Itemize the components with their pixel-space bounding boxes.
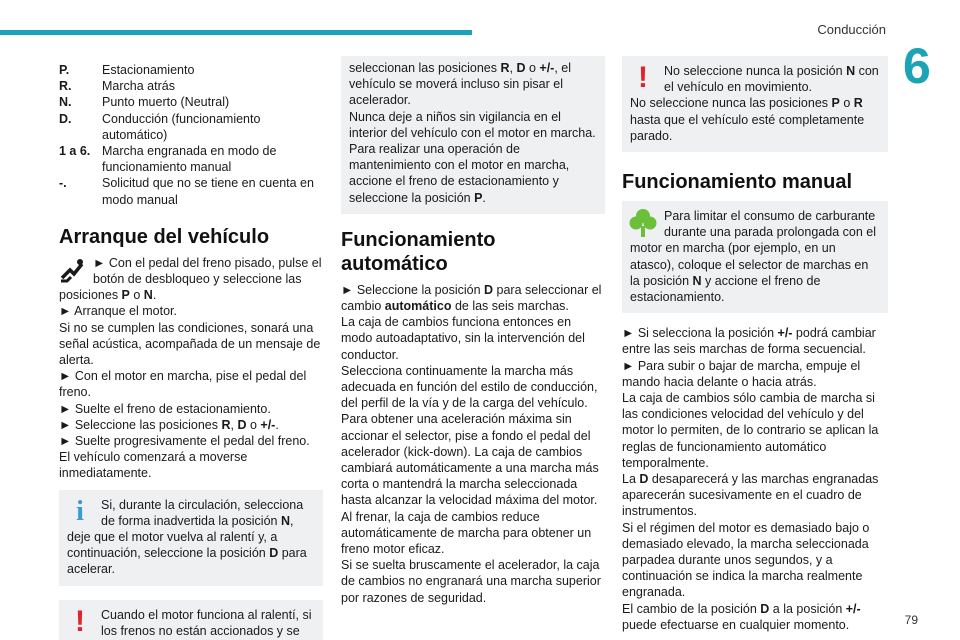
arranque-text bbox=[59, 255, 323, 482]
text: desaparecerá y las marchas engranadas aparecerán sucesivamente en el cuadro de instrumentos. bbox=[622, 472, 879, 519]
text: puede efectuarse en cualquier momento. bbox=[622, 617, 850, 632]
text: +/- bbox=[539, 61, 555, 75]
text: Si se suelta bruscamente el acelerador, la caja de cambios no engranará una marcha superior por razones de seguridad. bbox=[341, 558, 601, 605]
text: para seleccionar el cambio bbox=[341, 282, 602, 314]
gear-desc: Estacionamiento bbox=[102, 63, 195, 77]
header-accent-bar bbox=[0, 30, 472, 35]
text: Si el régimen del motor es demasiado bajo o demasiado elevado, la marcha seleccionada parpadea durante unos segundos, y a continuación se indica la marcha realmente engranada. bbox=[622, 520, 870, 600]
text: , bbox=[509, 61, 517, 75]
text: Si, durante la circulación, selecciona de forma inadvertida la posición bbox=[101, 497, 304, 528]
text: No seleccione nunca la posición bbox=[664, 64, 847, 78]
text: P bbox=[121, 288, 130, 303]
text: +/- bbox=[260, 417, 276, 432]
gear-row bbox=[59, 78, 323, 94]
text: No seleccione nunca las posiciones bbox=[630, 96, 832, 111]
text: podrá cambiar entre las seis marchas de forma secuencial. bbox=[622, 326, 876, 357]
heading-arranque: Arranque del vehículo bbox=[59, 225, 270, 248]
section-title: Conducción bbox=[817, 22, 886, 37]
gear-desc: Punto muerto (Neutral) bbox=[102, 95, 230, 110]
text: para acelerar. bbox=[67, 546, 307, 577]
gear-desc: Marcha engranada en modo de funcionamiento manual bbox=[102, 144, 277, 175]
text: a la posición bbox=[769, 601, 846, 616]
text: D bbox=[237, 417, 247, 432]
text: R bbox=[500, 61, 510, 75]
info-box bbox=[59, 490, 323, 586]
warning-icon: ! bbox=[638, 60, 648, 94]
text: con el vehículo en movimiento. bbox=[664, 64, 879, 95]
info-icon: i bbox=[76, 495, 84, 527]
gear-key: D. bbox=[59, 111, 72, 126]
text: . bbox=[482, 190, 486, 205]
text: ► Si selecciona la posición bbox=[622, 326, 778, 341]
text: ► Seleccione las posiciones bbox=[59, 417, 222, 432]
text: Para realizar una operación de mantenimiento con el motor en marcha, accione el freno de estacionamiento y seleccione la posición bbox=[349, 142, 570, 205]
text: ► Arranque el motor. bbox=[59, 304, 177, 319]
text: El cambio de la posición bbox=[622, 601, 761, 616]
gear-key: P. bbox=[59, 63, 70, 77]
heading-manual: Funcionamiento manual bbox=[622, 171, 853, 194]
text: N bbox=[846, 64, 856, 78]
column-1 bbox=[59, 62, 323, 640]
text: La caja de cambios funciona entonces en modo autoadaptativo, sin la intervención del conductor. bbox=[341, 315, 585, 362]
text: Nunca deje a niños sin vigilancia en el interior del vehículo con el motor en marcha. bbox=[349, 109, 596, 140]
gear-key: 1 a 6. bbox=[59, 144, 91, 159]
text: N bbox=[692, 273, 702, 288]
text: Cuando el motor funciona al ralentí, si los frenos no están accionados y se bbox=[101, 607, 312, 638]
text: o bbox=[525, 61, 540, 75]
gear-desc: Conducción (funcionamiento automático) bbox=[102, 111, 261, 142]
warning-box-continued bbox=[341, 56, 605, 214]
column-2 bbox=[341, 56, 605, 606]
gear-desc: Marcha atrás bbox=[102, 79, 175, 94]
text: ► Con el motor en marcha, pise el pedal del freno. bbox=[59, 369, 307, 400]
text: o bbox=[839, 96, 854, 111]
text: hasta que el vehículo esté completamente parado. bbox=[630, 112, 865, 143]
text: , deje que el motor vuelva al ralentí y, a continuación, seleccione la posición bbox=[67, 513, 294, 561]
heading-automatico: Funcionamiento automático bbox=[341, 228, 496, 275]
text: automático bbox=[384, 299, 452, 314]
chapter-number: 6 bbox=[903, 38, 931, 94]
text: Para obtener una aceleración máxima sin accionar el selector, pise a fondo el pedal del acelerador (kick-down). La caja de cambios cambiará automáticamente a una marcha más corta o mantendrá la marcha seleccionada hasta alcanzar la velocidad máxima del motor. bbox=[341, 412, 599, 508]
gear-key: R. bbox=[59, 79, 72, 94]
text: D bbox=[516, 61, 526, 75]
text: D bbox=[639, 472, 649, 487]
text: y accione el freno de estacionamiento. bbox=[630, 273, 821, 305]
warning-icon: ! bbox=[75, 604, 85, 638]
gear-desc: Solicitud que no se tiene en cuenta en modo manual bbox=[102, 176, 314, 207]
text: P bbox=[474, 190, 483, 205]
text: seleccionan las posiciones bbox=[349, 61, 501, 75]
gear-key: N. bbox=[59, 95, 72, 110]
text: ► Con el pedal del freno pisado, pulse el botón de desbloqueo y seleccione las posiciones bbox=[59, 255, 322, 303]
text: N bbox=[143, 288, 153, 303]
automatico-text bbox=[341, 282, 605, 606]
text: D bbox=[269, 546, 279, 561]
text: R bbox=[221, 417, 231, 432]
text: . bbox=[152, 288, 157, 303]
gear-row bbox=[59, 175, 323, 207]
text: Si no se cumplen las condiciones, sonará una señal acústica, acompañada de un mensaje de alerta. bbox=[59, 320, 321, 368]
warning-box bbox=[59, 600, 323, 640]
text: R bbox=[853, 96, 863, 111]
text: Para limitar el consumo de carburante durante una parada prolongada con el motor en marcha (por ejemplo, en un atasco), coloque el selector de marchas en la posición bbox=[630, 209, 876, 288]
text: , bbox=[230, 417, 238, 432]
page-number: 79 bbox=[904, 613, 918, 627]
gear-legend bbox=[59, 62, 323, 208]
text: ► Seleccione la posición bbox=[341, 282, 485, 297]
text: o bbox=[246, 417, 261, 432]
text: +/- bbox=[777, 326, 793, 341]
gear-row bbox=[59, 94, 323, 110]
text: D bbox=[760, 601, 770, 616]
manual-text bbox=[622, 325, 888, 633]
text: ► Suelte progresivamente el pedal del freno. bbox=[59, 434, 310, 449]
text: N bbox=[280, 513, 290, 528]
eco-box bbox=[622, 201, 888, 313]
text: ► Suelte el freno de estacionamiento. bbox=[59, 401, 271, 416]
warning-box bbox=[622, 56, 888, 152]
text: El vehículo comenzará a moverse inmediatamente. bbox=[59, 450, 248, 481]
text: +/- bbox=[845, 601, 861, 616]
gear-row bbox=[59, 62, 323, 78]
text: Selecciona continuamente la marcha más adecuada en función del estilo de conducción, del perfil de la vía y de la carga del vehículo. bbox=[341, 363, 598, 411]
gear-row bbox=[59, 111, 323, 143]
brake-pedal-icon bbox=[57, 255, 87, 285]
text: de las seis marchas. bbox=[451, 299, 569, 314]
gear-row bbox=[59, 143, 323, 175]
text: . bbox=[275, 417, 279, 432]
text: ► Para subir o bajar de marcha, empuje el mando hacia delante o hacia atrás. bbox=[622, 358, 861, 389]
text: , el vehículo se moverá incluso sin pisar el acelerador. bbox=[349, 61, 572, 108]
text: Al frenar, la caja de cambios reduce automáticamente de marcha para obtener un freno motor eficaz. bbox=[341, 509, 592, 557]
text: D bbox=[484, 282, 494, 297]
gear-key: -. bbox=[59, 176, 67, 191]
text: La caja de cambios sólo cambia de marcha si las condiciones velocidad del vehículo y del motor lo permiten, de lo contrario se aplican la reglas de funcionamiento automático temporalmente. bbox=[622, 391, 879, 470]
text: o bbox=[129, 288, 144, 303]
text: P bbox=[831, 96, 840, 111]
text: La bbox=[622, 472, 640, 487]
column-3 bbox=[622, 56, 888, 633]
eco-tree-icon bbox=[628, 208, 658, 238]
